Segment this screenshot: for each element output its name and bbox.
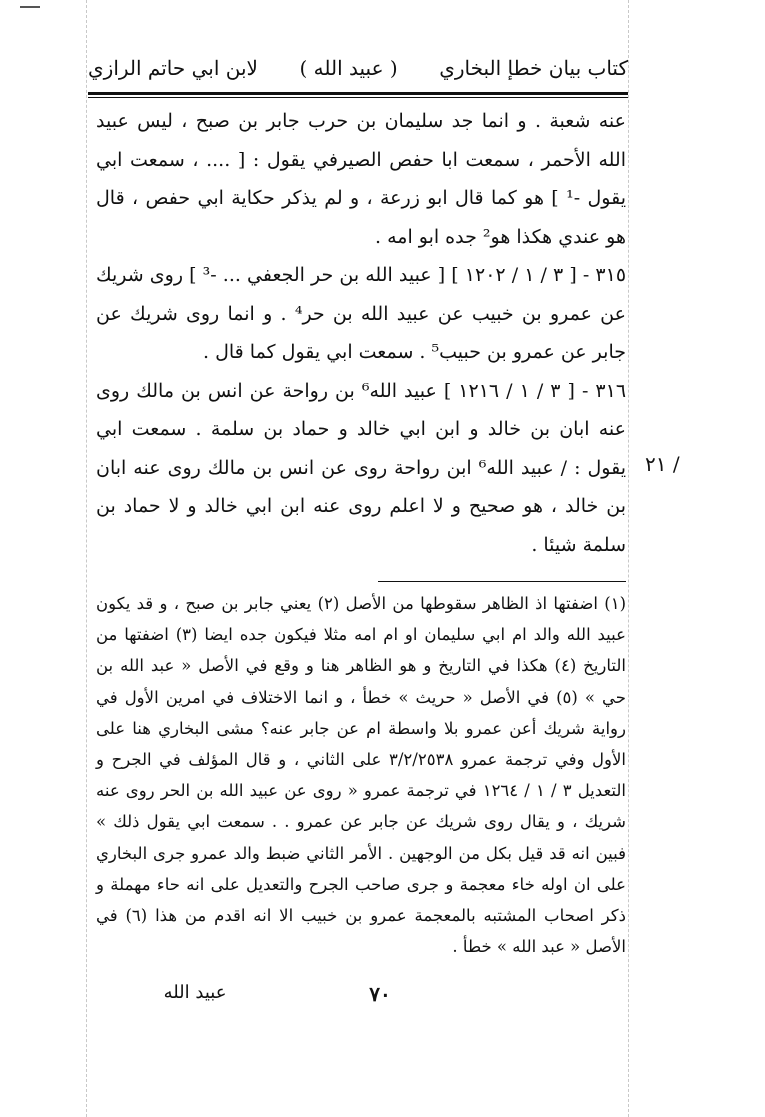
catchword: عبيد الله — [163, 982, 227, 1003]
page-number: ٧٠ — [369, 982, 391, 1006]
paragraph: عنه شعبة . و انما جد سليمان بن حرب جابر بن صبح ، ليس عبيد الله الأحمر ، سمعت ابا حفص الصيرفي يقول : [ .... ، سمعت ابي يقول -¹ ] هو كما قال ابو زرعة ، و لم يذكر حكاية ابي حفص ، قال هو عندي هكذا هو² جده ابو امه . — [96, 110, 626, 248]
margin-page-ref: ٢١ / — [645, 452, 680, 476]
entry-315: ٣١٥ - [ ٣ / ١ / ١٢٠٢ ] [ عبيد الله بن حر الجعفي ... -³ ] روى شريك عن عمرو بن خبيب عن عبيد الله بن حر⁴ . و انما روى شريك عن جابر عن عمرو بن حبيب⁵ . سمعت ابي يقول كما قال . — [96, 264, 627, 363]
header-author: لابن ابي حاتم الرازي — [88, 56, 258, 80]
footnotes — [96, 588, 626, 962]
running-header — [88, 48, 628, 88]
main-text — [96, 102, 626, 564]
header-rule-thin — [88, 97, 628, 98]
header-rule-thick — [88, 92, 628, 95]
entry-316: ٣١٦ - [ ٣ / ١ / ١٢١٦ ] عبيد الله⁶ بن رواحة عن انس بن مالك روى عنه ابان بن خالد و ابن ابي خالد و حماد بن سلمة . سمعت ابي يقول : / عبيد الله⁶ ابن رواحة روى عن انس بن مالك روى عنه ابان بن خالد ، هو صحيح و لا اعلم روى عنه ابن ابي خالد و لا حماد بن سلمة شيئا . — [96, 379, 627, 556]
footnote-text: (١) اضفتها اذ الظاهر سقوطها من الأصل (٢) يعني جابر بن صبح ، و قد يكون عبيد الله والد ام ابي سليمان او ام امه مثلا فيكون جده ايضا (٣) اضفتها من التاريخ (٤) هكذا في التاريخ و هو الظاهر هنا و وقع في الأصل « عبد الله بن حي » (٥) في الأصل « حريث » خطأ ، و انما الاختلاف في امرين الأول في رواية شريك أعن عمرو بلا واسطة ام عن جابر عنه؟ مشى البخاري هنا على الأول وفي ترجمة عمرو ٣/٢/٢٥٣٨ على الثاني ، و قال المؤلف في الجرح و التعديل ٣ / ١ / ١٢٦٤ في ترجمة عمرو « روى عن عبيد الله بن الحر روى عنه شريك ، و يقال روى شريك عن جابر عن عمرو . . سمعت ابي يقول ذلك » فبين انه قد قيل بكل من الوجهين . الأمر الثاني ضبط والد عمرو جرى البخاري على ان اوله خاء معجمة و جرى صاحب الجرح والتعديل على انه حاء مهملة و ذكر اصحاب المشتبه بالمعجمة عمرو بن خبيب الا انه اقدم من هذا (٦) في الأصل « عبد الله » خطأ . — [96, 594, 626, 957]
header-book-title: كتاب بيان خطإ البخاري — [439, 56, 628, 80]
footnote-separator — [378, 581, 626, 582]
header-section: ( عبيد الله ) — [299, 56, 398, 80]
